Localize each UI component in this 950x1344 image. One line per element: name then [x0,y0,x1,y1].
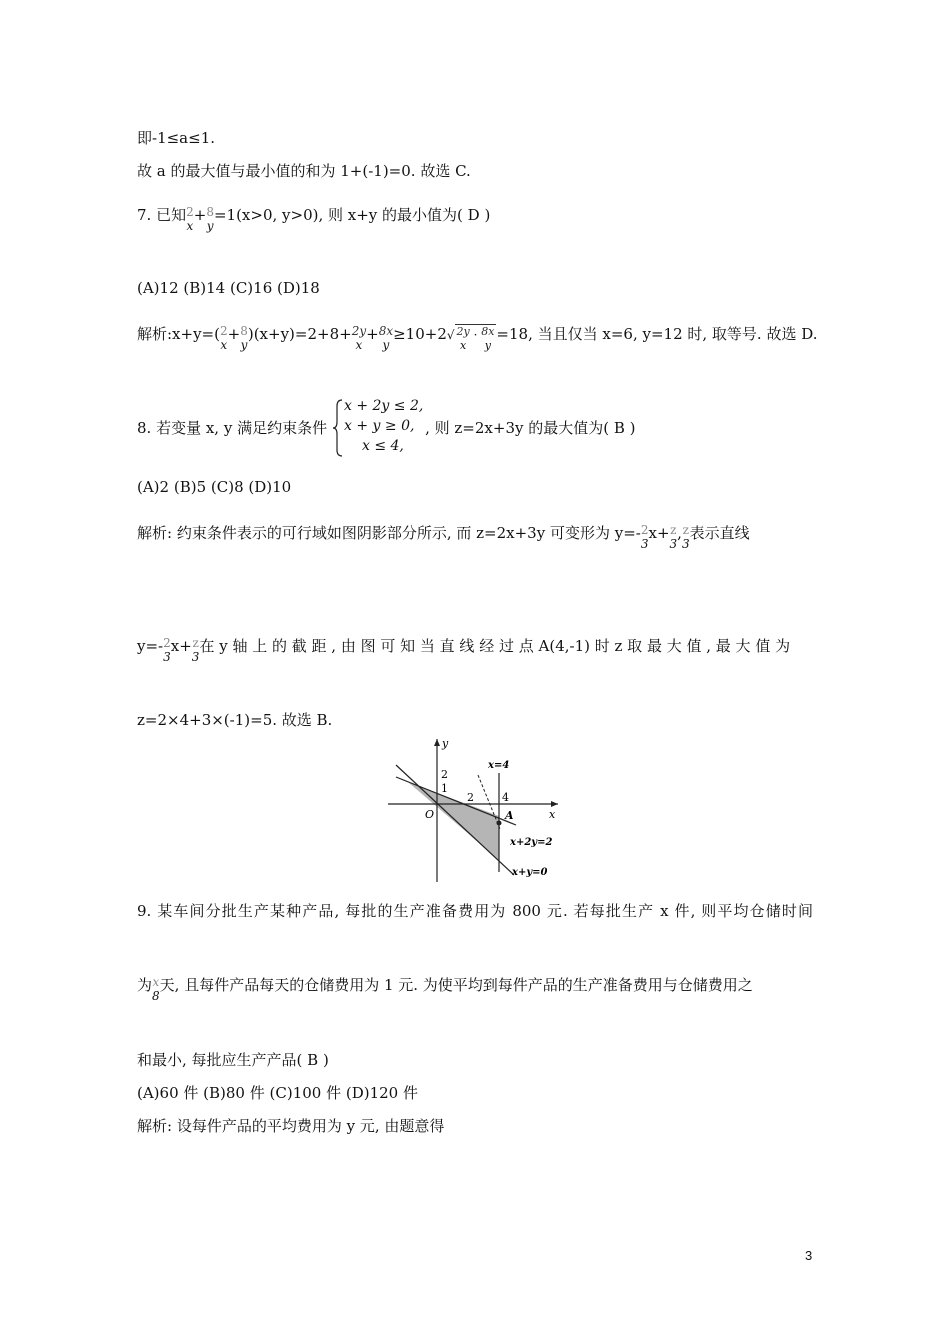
fraction: 2 x [186,205,194,233]
text: , 则 z=2x+3y 的最大值为( B ) [425,419,636,437]
text: 表示直线 [689,524,750,542]
page-number: 3 [805,1248,813,1263]
q7-suffix: =1(x>0, y>0), 则 x+y 的最小值为( D ) [213,206,491,224]
feasible-region-graph [388,737,568,882]
tick-label: 2 [467,791,474,804]
text: y=- [137,637,164,655]
q7-solution: 解析:x+y=( 2 x + 8 y )(x+y)=2+8+ 2y x + 8x y ≥10+2√ 2y x · 8x y =18, 当且仅当 x=6, y=12 时, 取等号. 故选 D. [137,324,818,352]
brace-icon [332,398,344,458]
fraction: 2 3 [640,523,649,551]
line-label: x=4 [488,760,510,771]
constraint-2: x + y ≥ 0, [344,418,415,434]
tick-label: 4 [502,791,509,804]
q8-options: (A)2 (B)5 (C)8 (D)10 [137,478,292,496]
fraction: z 3 [681,523,690,551]
tick-label: 1 [441,782,448,795]
text: 天, 且每件产品每天的仓储费用为 1 元. 为使平均到每件产品的生产准备费用与仓储费用之 [159,976,753,994]
text: 为 [137,976,153,994]
tick-label: 2 [441,768,448,781]
constraint-system [332,398,422,458]
q8-solution-line1: 解析: 约束条件表示的可行域如图阴影部分所示, 而 z=2x+3y 可变形为 y=- 2 3 x+ z 3 , z 3 表示直线 [137,523,750,551]
constraint-1: x + 2y ≤ 2, [344,398,424,414]
text: 8. 若变量 x, y 满足约束条件 [137,419,328,437]
point-label: A [505,809,514,822]
fraction: z 3 [669,523,678,551]
point-a [497,821,502,826]
q8-solution-line2 [137,636,790,664]
origin-label: O [425,808,435,821]
x-axis-arrow-icon [551,801,558,807]
y-axis-arrow-icon [434,739,440,746]
text: )(x+y)=2+8+ [247,325,352,343]
text: 解析:x+y=( [137,325,220,343]
line-label: x+y=0 [512,867,548,878]
line-label: x+2y=2 [510,837,553,848]
text: x+ [648,524,670,542]
question-7: 7. 已知 2 x + 8 y =1(x>0, y>0), 则 x+y 的最小值为( D ) [137,205,491,233]
text: ≥10+2 [393,325,447,343]
text: 解析: 约束条件表示的可行域如图阴影部分所示, 而 z=2x+3y 可变形为 y=- [137,524,641,542]
q8-solution-line3: z=2×4+3×(-1)=5. 故选 B. [137,711,333,729]
constraint-3: x ≤ 4, [362,438,404,454]
fraction: 8 y [240,324,248,352]
fraction: x 8 [152,975,160,1003]
text: =18, 当且仅当 x=6, y=12 时, 取等号. 故选 D. [496,325,818,343]
q9-options: (A)60 件 (B)80 件 (C)100 件 (D)120 件 [137,1084,418,1102]
sqrt-icon: √ 2y x · 8x y [446,325,495,352]
q7-options: (A)12 (B)14 (C)16 (D)18 [137,279,320,297]
text-line: 即-1≤a≤1. [137,129,216,147]
fraction: 8x y [378,324,394,352]
text: 在 y 轴 上 的 截 距 , 由 图 可 知 当 直 线 经 过 点 A(4,-1) 时 z 取 最 大 值 , 最 大 值 为 [199,637,791,655]
question-9-line1: 9. 某车间分批生产某种产品, 每批的生产准备费用为 800 元. 若每批生产 x 件, 则平均仓储时间 [137,902,813,920]
text-line: 故 a 的最大值与最小值的和为 1+(-1)=0. 故选 C. [137,162,471,180]
question-9-line3: 和最小, 每批应生产产品( B ) [137,1051,329,1069]
x-axis-label: x [549,808,556,821]
q7-prefix: 7. 已知 [137,206,187,224]
fraction: 2 3 [163,636,171,664]
text: x+ [170,637,192,655]
y-axis-label: y [442,737,449,750]
question-9-line2 [137,975,753,1003]
fraction: 2 x [219,324,228,352]
fraction: 2y x [351,324,367,352]
q9-solution: 解析: 设每件产品的平均费用为 y 元, 由题意得 [137,1117,445,1135]
fraction: z 3 [191,636,200,664]
fraction: 8 y [206,205,214,233]
